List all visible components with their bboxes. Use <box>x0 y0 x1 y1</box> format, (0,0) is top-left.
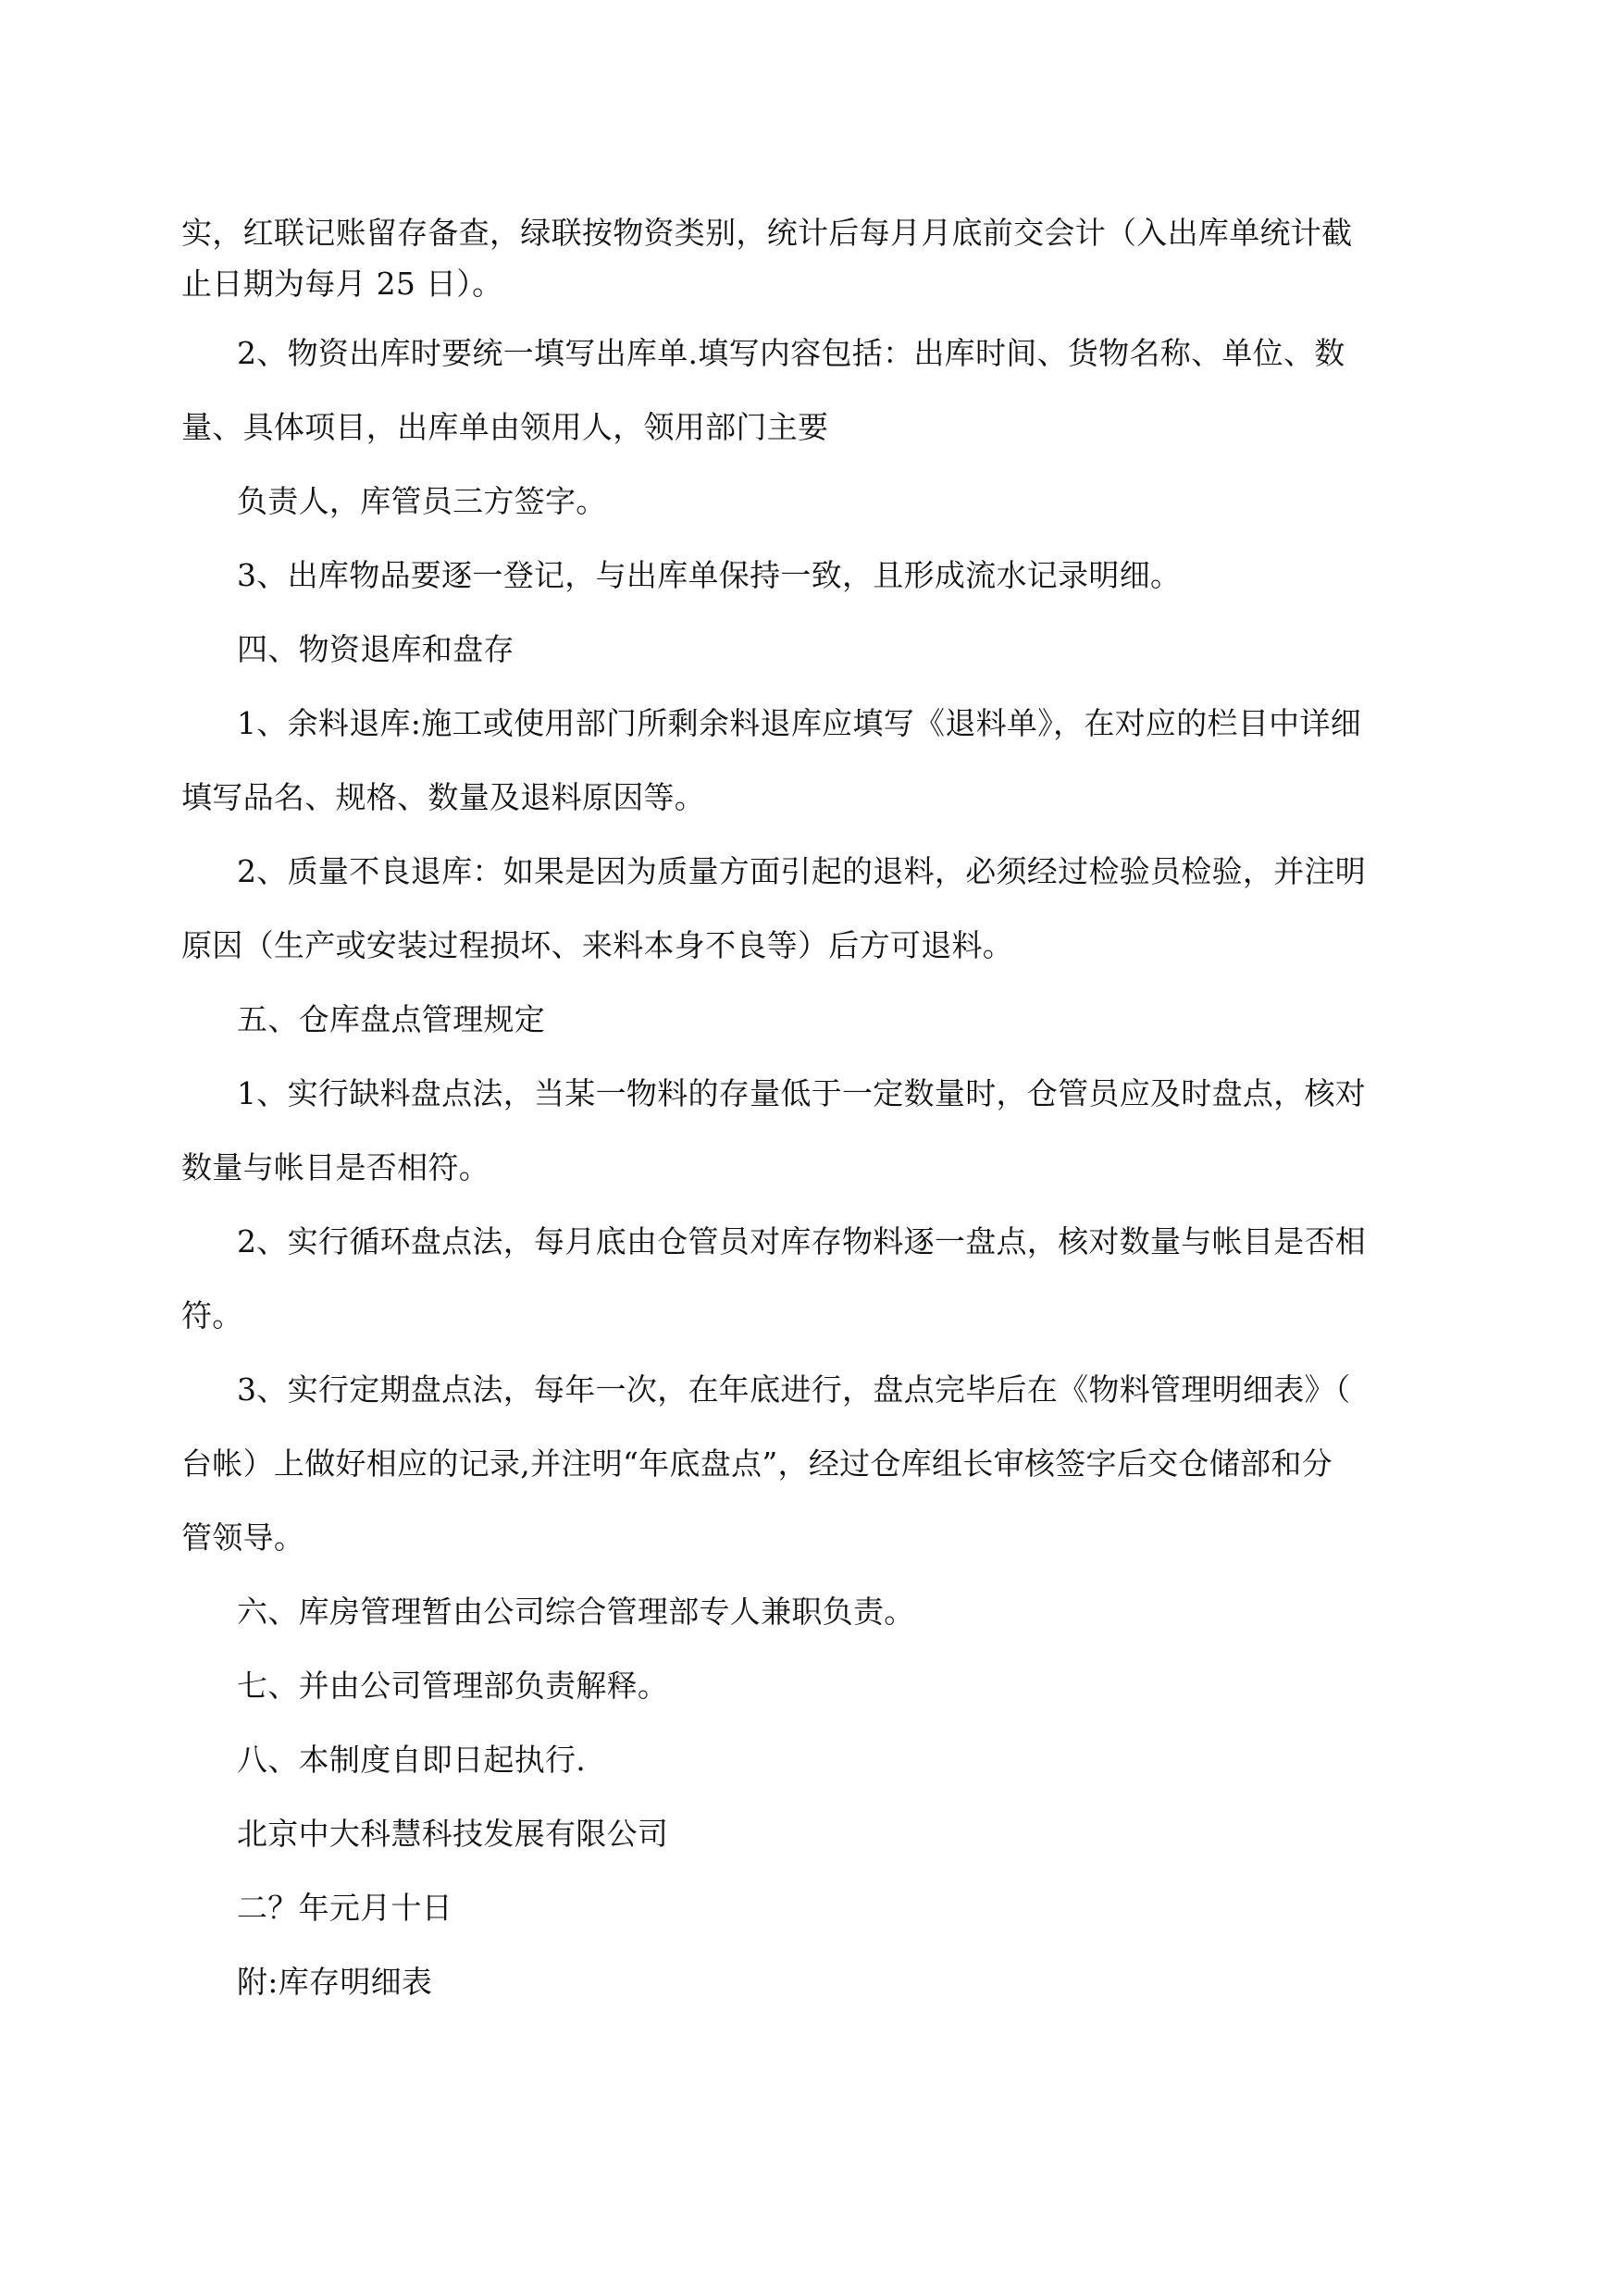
section-heading-5: 五、仓库盘点管理规定 <box>237 1001 545 1037</box>
text-line-11: 原因（生产或安装过程损坏、来料本身不良等）后方可退料。 <box>181 927 1014 963</box>
text-line-15: 2、实行循环盘点法，每月底由仓管员对库存物料逐一盘点，核对数量与帐目是否相 <box>237 1223 1367 1259</box>
text-line-2: 止日期为每月 25 日）。 <box>181 266 503 302</box>
section-heading-4: 四、物资退库和盘存 <box>237 631 514 667</box>
text-line-8: 1、余料退库:施工或使用部门所剩余料退库应填写《退料单》，在对应的栏目中详细 <box>237 705 1362 741</box>
attachment-note: 附:库存明细表 <box>237 1964 433 2000</box>
text-line-3: 2、物资出库时要统一填写出库单.填写内容包括：出库时间、货物名称、单位、数 <box>237 335 1345 371</box>
text-line-20: 六、库房管理暂由公司综合管理部专人兼职负责。 <box>237 1594 915 1630</box>
text-line-21: 七、并由公司管理部负责解释。 <box>237 1668 669 1704</box>
text-line-14: 数量与帐目是否相符。 <box>181 1149 490 1185</box>
text-line-19: 管领导。 <box>181 1520 305 1556</box>
text-line-5: 负责人，库管员三方签字。 <box>237 483 607 519</box>
text-line-13: 1、实行缺料盘点法，当某一物料的存量低于一定数量时，仓管员应及时盘点，核对 <box>237 1075 1367 1111</box>
text-line-1: 实，红联记账留存备查，绿联按物资类别，统计后每月月底前交会计（入出库单统计截 <box>181 215 1353 251</box>
text-line-17: 3、实行定期盘点法，每年一次，在年底进行，盘点完毕后在《物料管理明细表》（ <box>237 1371 1351 1408</box>
company-name: 北京中大科慧科技发展有限公司 <box>237 1816 669 1852</box>
text-line-6: 3、出库物品要逐一登记，与出库单保持一致，且形成流水记录明细。 <box>237 557 1182 593</box>
text-line-10: 2、质量不良退库：如果是因为质量方面引起的退料，必须经过检验员检验，并注明 <box>237 853 1367 889</box>
text-line-16: 符。 <box>181 1297 243 1334</box>
text-line-4: 量、具体项目，出库单由领用人，领用部门主要 <box>181 409 829 445</box>
text-line-22: 八、本制度自即日起执行. <box>237 1742 587 1778</box>
document-date: 二？年元月十日 <box>237 1890 453 1926</box>
text-line-9: 填写品名、规格、数量及退料原因等。 <box>181 779 706 815</box>
text-line-18: 台帐）上做好相应的记录,并注明“年底盘点”，经过仓库组长审核签字后交仓储部和分 <box>181 1445 1333 1482</box>
